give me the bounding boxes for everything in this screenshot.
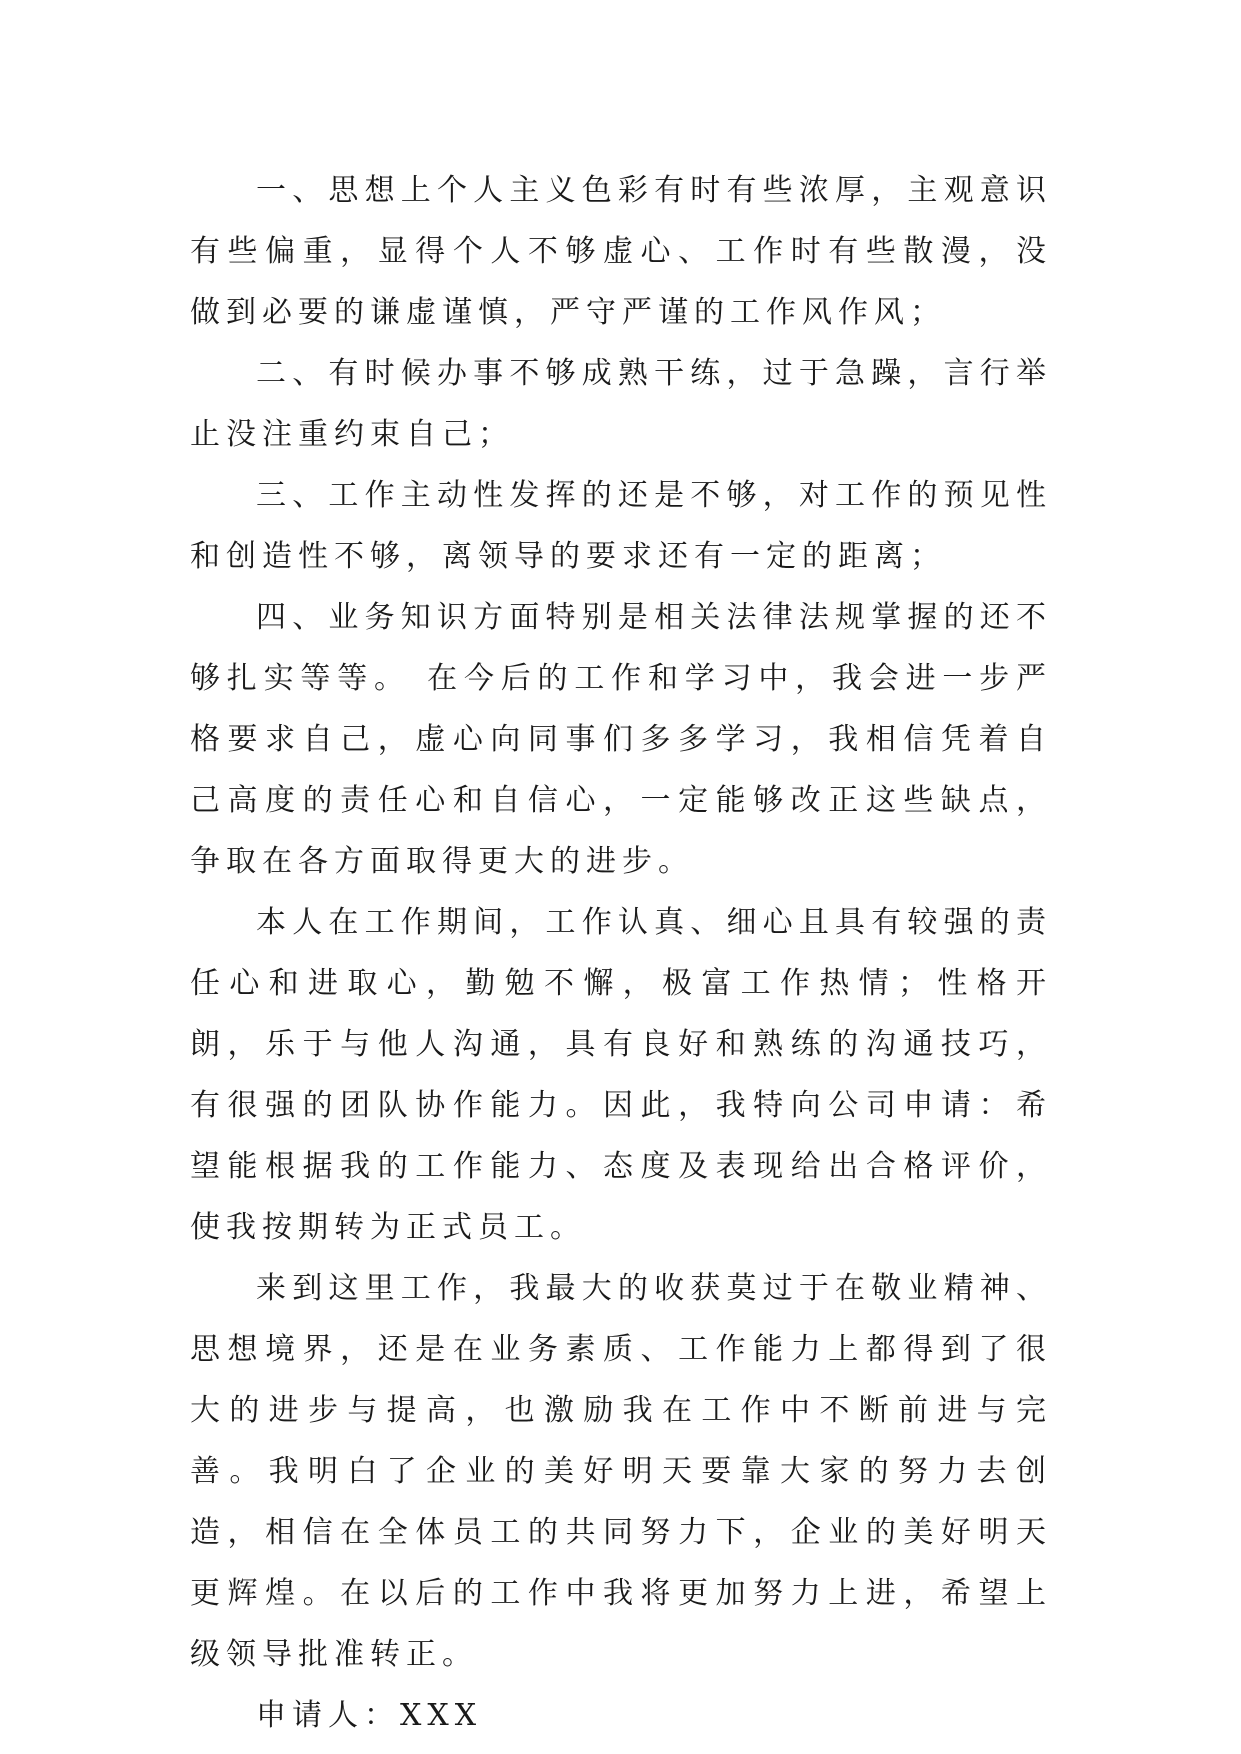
signature-line: 申请人：XXX: [256, 1698, 483, 1733]
paragraph-6: 来到这里工作，我最大的收获莫过于在敬业精神、思想境界，还是在业务素质、工作能力上都得到了很大的进步与提高，也激励我在工作中不断前进与完善。我明白了企业的美好明天要靠大家的努力去创造，相信在全体员工的共同努力下，企业的美好明天更辉煌。在以后的工作中我将更加努力上进，希望上级领导批准转正。: [190, 1271, 1052, 1672]
document-page: [190, 160, 1052, 1746]
paragraph-4: 四、业务知识方面特别是相关法律法规掌握的还不够扎实等等。 在今后的工作和学习中，我会进一步严格要求自己，虚心向同事们多多学习，我相信凭着自己高度的责任心和自信心，一定能够改正这些缺点，争取在各方面取得更大的进步。: [190, 600, 1052, 879]
paragraph-2: 二、有时候办事不够成熟干练，过于急躁，言行举止没注重约束自己；: [190, 356, 1052, 452]
paragraph-3: 三、工作主动性发挥的还是不够，对工作的预见性和创造性不够，离领导的要求还有一定的距离；: [190, 478, 1052, 574]
paragraph-1: 一、思想上个人主义色彩有时有些浓厚，主观意识有些偏重，显得个人不够虚心、工作时有些散漫，没做到必要的谦虚谨慎，严守严谨的工作风作风；: [190, 173, 1052, 330]
paragraph-5: 本人在工作期间，工作认真、细心且具有较强的责任心和进取心，勤勉不懈，极富工作热情；性格开朗，乐于与他人沟通，具有良好和熟练的沟通技巧，有很强的团队协作能力。因此，我特向公司申请：希望能根据我的工作能力、态度及表现给出合格评价，使我按期转为正式员工。: [190, 905, 1052, 1245]
